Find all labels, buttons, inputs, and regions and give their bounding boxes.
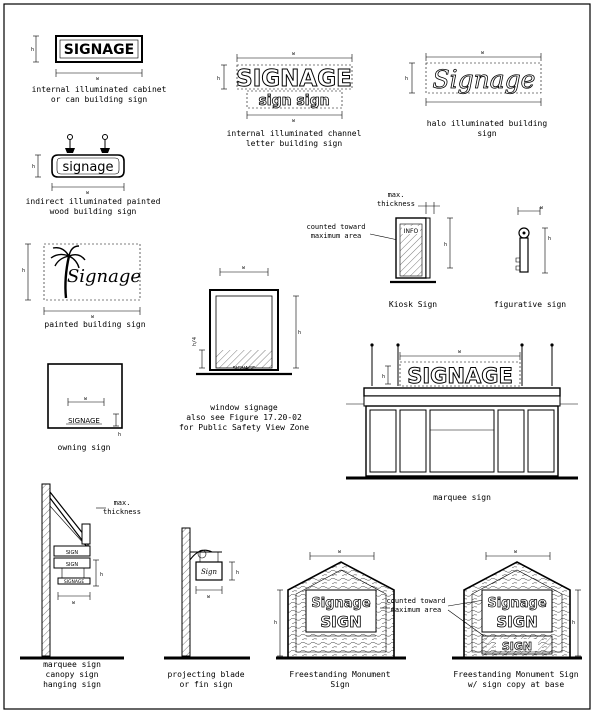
window-sign-text: SIGNAGE <box>232 366 256 372</box>
monument-width-label-top: w <box>338 549 342 555</box>
marquee-fascia <box>364 396 560 406</box>
wood-caption-line2: wood building sign <box>49 207 137 216</box>
cabinet-caption-line1: internal illuminated cabinet <box>31 85 167 94</box>
painted-sign-text: Signage <box>66 266 142 287</box>
channel-text-bottom: sign sign <box>258 93 330 109</box>
figurative-height-label: h <box>548 236 552 242</box>
figurative-sign-figure <box>494 205 566 309</box>
halo-caption-line2: sign <box>477 129 497 138</box>
blade-caption-line2: or fin sign <box>179 680 233 689</box>
kiosk-note-thickness: thickness <box>377 200 415 208</box>
monument-base-width-label: w <box>514 549 518 555</box>
window-width-label: w <box>242 265 246 271</box>
marquee-caption: marquee sign <box>433 493 491 502</box>
monument-base-sign-figure <box>380 549 582 689</box>
kiosk-note-max: max. <box>387 191 405 199</box>
canopy-sign-1-text: SIGN <box>65 550 79 556</box>
window-caption-line3: for Public Safety View Zone <box>178 423 310 432</box>
channel-text-top: SIGNAGE <box>236 66 352 92</box>
monument-base-height-label: h <box>572 620 576 626</box>
marquee-sign-text: SIGNAGE <box>407 364 513 388</box>
cabinet-sign-text: SIGNAGE <box>63 42 135 58</box>
channel-caption-line2: letter building sign <box>245 139 343 148</box>
window-height-label: h <box>298 330 302 336</box>
canopy-width-label: w <box>72 600 76 606</box>
halo-sign-figure <box>405 50 547 138</box>
cabinet-height-label: h <box>31 47 35 53</box>
window-caption-line1: window signage <box>210 403 278 412</box>
blade-width-label: w <box>207 594 211 600</box>
marquee-sign-figure <box>346 343 578 502</box>
canopy-caption-line3: hanging sign <box>43 680 101 689</box>
wood-caption-line1: indirect illuminated painted <box>25 197 161 206</box>
cabinet-width-label: w <box>96 76 100 82</box>
cabinet-caption-line2: or can building sign <box>50 95 148 104</box>
canopy-note-max: max. <box>113 499 131 507</box>
marquee-width-label: w <box>458 349 462 355</box>
key-shaped-sign <box>516 228 529 272</box>
kiosk-height-label: h <box>444 242 448 248</box>
monument-base-text-base: SIGN <box>501 640 533 653</box>
window-quarter-height-label: h/4 <box>192 336 198 346</box>
monument-sign-figure <box>274 549 406 689</box>
cabinet-sign-figure <box>31 36 167 104</box>
wood-sign-lamp-left <box>65 135 75 154</box>
figurative-caption: figurative sign <box>493 300 567 309</box>
blade-caption-line1: projecting blade <box>167 670 245 679</box>
kiosk-panel-text: INFO <box>403 228 419 235</box>
window-caption-line2: also see Figure 17.20-02 <box>186 413 302 422</box>
monument-note-counted: counted toward <box>386 597 446 605</box>
channel-width-label-top: w <box>292 51 296 57</box>
canopy-sign-figure <box>20 484 141 689</box>
channel-caption-line1: internal illuminated channel <box>226 129 362 138</box>
canopy-hanging-sign-text: SIGNAGE <box>63 580 85 585</box>
owning-height-label: h <box>118 432 122 438</box>
marquee-canopy <box>364 388 560 396</box>
wood-width-label: w <box>86 190 90 196</box>
painted-sign-figure <box>22 244 146 329</box>
wood-sign-text: signage <box>62 160 114 175</box>
canopy-height-label: h <box>100 572 104 578</box>
painted-width-label: w <box>91 314 95 320</box>
monument-base-caption-line2: w/ sign copy at base <box>467 680 565 689</box>
monument-base-text-mid: SIGN <box>496 613 538 631</box>
monument-caption-line1: Freestanding Monument <box>289 670 391 679</box>
monument-note-area: maximum area <box>390 606 442 614</box>
kiosk-note-area: maximum area <box>310 232 362 240</box>
owning-width-label: w <box>84 396 88 402</box>
monument-base-text-top: Signage <box>487 596 547 611</box>
blade-wall <box>182 528 190 656</box>
painted-caption: painted building sign <box>44 320 146 329</box>
wood-sign-figure <box>26 135 161 217</box>
channel-height-label: h <box>217 76 221 82</box>
halo-height-label: h <box>405 76 409 82</box>
marquee-height-label: h <box>382 374 386 380</box>
canopy-note-thickness: thickness <box>103 508 141 516</box>
halo-sign-text: Signage <box>432 65 536 94</box>
owning-sign-figure <box>48 364 122 452</box>
monument-text-bottom: SIGN <box>320 613 362 631</box>
channel-letter-figure <box>217 51 362 148</box>
kiosk-note-counted: counted toward <box>306 223 366 231</box>
kiosk-caption: Kiosk Sign <box>388 300 438 309</box>
window-signage-figure <box>179 265 309 432</box>
wood-height-label: h <box>32 164 36 170</box>
canopy-caption-line2: canopy sign <box>45 670 99 679</box>
canopy-sign-2-text: SIGN <box>65 562 79 568</box>
halo-caption-line1: halo illuminated building <box>426 119 548 128</box>
monument-caption-line2: Sign <box>330 680 350 689</box>
owning-caption: owning sign <box>57 443 111 452</box>
monument-height-label: h <box>274 620 278 626</box>
blade-height-label: h <box>236 570 240 576</box>
owning-sign-text: SIGNAGE <box>68 417 100 425</box>
canopy-wall <box>42 484 50 656</box>
blade-sign-figure <box>164 528 250 689</box>
blade-sign-text: Sign <box>200 568 218 576</box>
canopy-caption-line1: marquee sign <box>43 660 101 669</box>
monument-base-caption-line1: Freestanding Monument Sign <box>453 670 579 679</box>
kiosk-sign-figure <box>306 191 453 309</box>
monument-text-top: Signage <box>311 596 371 611</box>
halo-width-label: w <box>481 50 485 56</box>
storefront-wall <box>366 406 558 476</box>
wood-sign-lamp-right <box>100 135 110 154</box>
figurative-width-label: w <box>540 205 544 211</box>
channel-width-label-bottom: w <box>292 118 296 124</box>
painted-height-label: h <box>22 268 26 274</box>
